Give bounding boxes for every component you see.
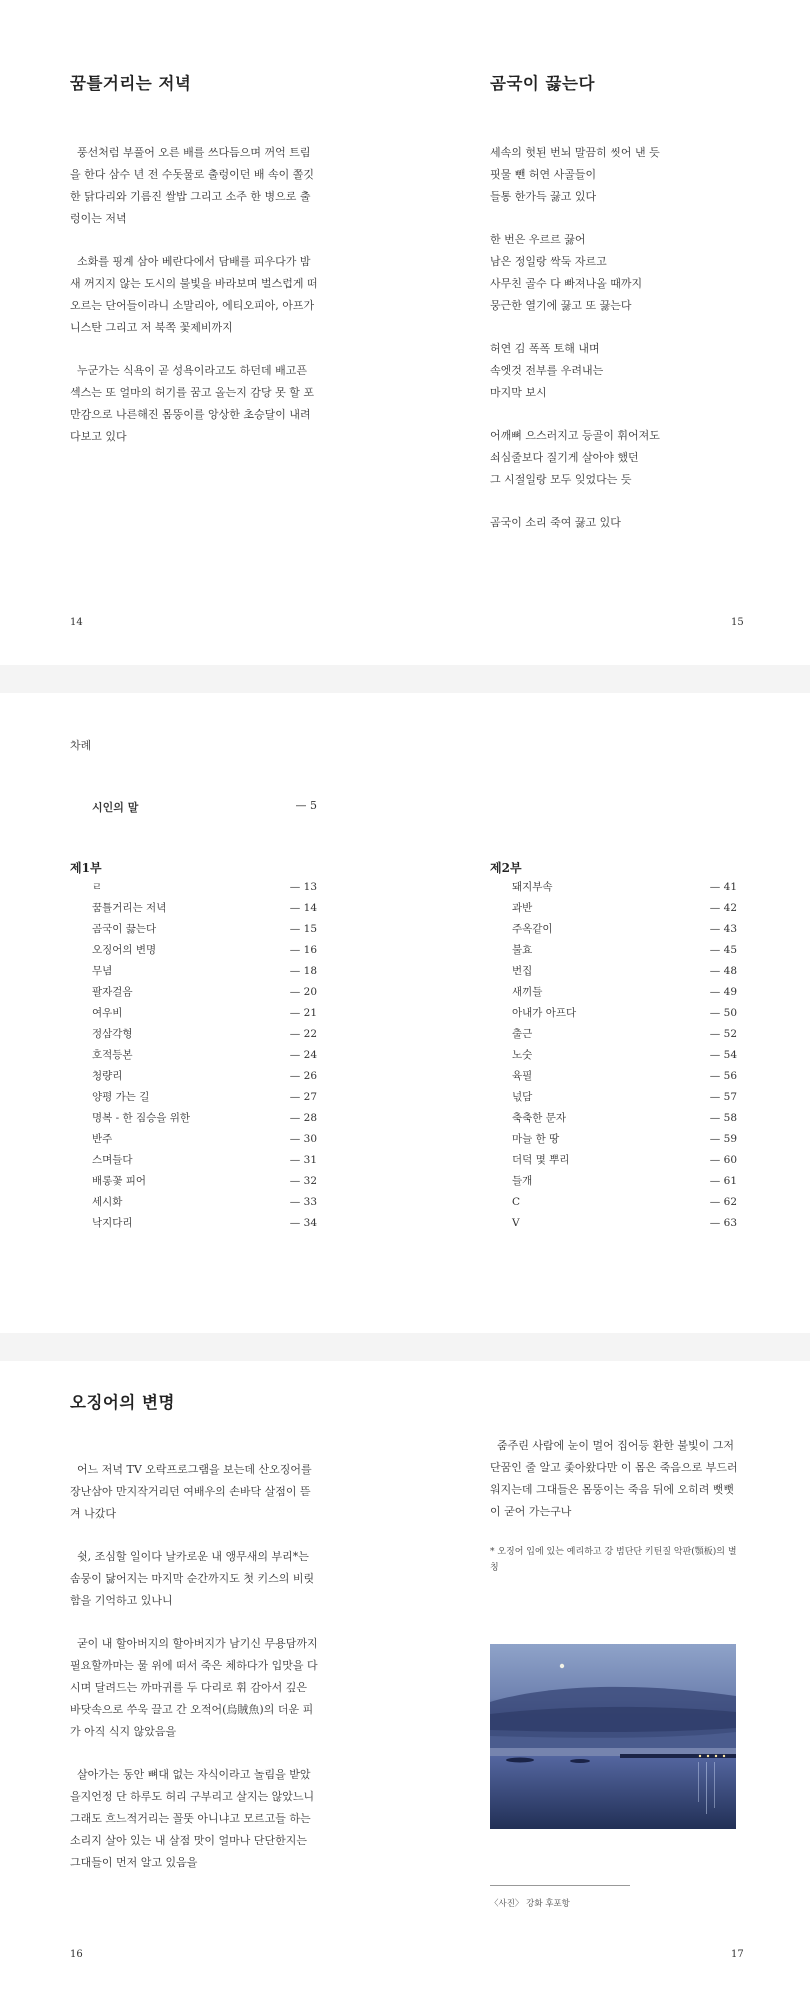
toc-entry[interactable] — [512, 1171, 737, 1192]
toc-entry[interactable] — [512, 1150, 737, 1171]
poem-paragraph: 쉿, 조심할 일이다 날카로운 내 앵무새의 부리*는 솜뭉이 닳어지는 마지막 순간까지도 첫 키스의 비릿함을 기억하고 있나니 — [70, 1550, 315, 1607]
toc-entry[interactable] — [92, 940, 317, 961]
toc-entry-title: 곰국이 끓는다 — [92, 923, 157, 935]
toc-entry[interactable] — [92, 1129, 317, 1150]
poem-paragraph: 누군가는 식욕이 곧 성욕이라고도 하던데 배고픈 섹스는 또 얼마의 허기를 꿈고 올는지 감당 못 할 포만감으로 나른해진 몸뚱이를 앙상한 초승달이 내려다보고 있다 — [70, 364, 314, 443]
toc-entry[interactable] — [512, 1108, 737, 1129]
toc-entry-title: 불효 — [512, 944, 533, 956]
poem-line: 속엣것 전부를 우려내는 — [490, 364, 604, 377]
toc-entry[interactable] — [512, 1045, 737, 1066]
poem-title: 곰국이 끓는다 — [490, 74, 595, 93]
toc-page-number: — 28 — [289, 1112, 317, 1124]
page-number: 16 — [70, 1949, 83, 1960]
toc-entry-title: 명복 - 한 짐승을 위한 — [92, 1112, 191, 1124]
toc-entry-title: 여우비 — [92, 1007, 123, 1019]
poem-title: 꿈틀거리는 저녁 — [70, 74, 192, 93]
poem-title: 오징어의 변명 — [70, 1393, 175, 1412]
toc-entry[interactable] — [512, 940, 737, 961]
toc-page-number: — 56 — [709, 1070, 737, 1082]
poem-line: 사무친 골수 다 빠져나올 때까지 — [490, 277, 643, 290]
toc-part1-list — [92, 877, 317, 1234]
toc-page-number: — 57 — [709, 1091, 737, 1103]
toc-entry[interactable] — [512, 898, 737, 919]
toc-entry[interactable] — [92, 1213, 317, 1234]
poem-left-page-16 — [70, 1389, 320, 1895]
toc-entry[interactable] — [512, 1213, 737, 1234]
toc-page-number: — 63 — [709, 1217, 737, 1229]
toc-entry[interactable] — [512, 1003, 737, 1024]
poem-line: 그 시절일랑 모두 잊었다는 듯 — [490, 473, 632, 486]
toc-entry-title: 들개 — [512, 1175, 533, 1187]
toc-heading: 차례 — [70, 739, 92, 752]
toc-entry-title: 주옥같이 — [512, 923, 553, 935]
spread-divider — [0, 665, 810, 693]
footnote: * 오징어 입에 있는 예리하고 강 범단단 키틴질 악판(顎板)의 별칭 — [490, 1547, 737, 1573]
photo-caption: 〈사진〉 강화 후포항 — [490, 1899, 570, 1909]
toc-entry-title: 무념 — [92, 965, 113, 977]
toc-page-number: — 62 — [709, 1196, 737, 1208]
toc-entry[interactable] — [512, 1024, 737, 1045]
toc-entry[interactable] — [92, 898, 317, 919]
toc-entry[interactable] — [92, 1045, 317, 1066]
caption-divider — [490, 1885, 630, 1886]
page-number: 14 — [70, 617, 83, 628]
toc-part2-list — [512, 877, 737, 1234]
poem-paragraph: 굳이 내 할아버지의 할아버지가 남기신 무용담까지 필요할까마는 물 위에 떠서 죽은 체하다가 입맛을 다시며 달려드는 까마귀를 두 다리로 휘 감아서 깊은 바닷속으로 쑤욱 끌고 간 오적어(烏賊魚)의 더운 피가 아직 식지 않았음을 — [70, 1637, 318, 1738]
toc-preface-row[interactable] — [92, 799, 317, 815]
toc-page-number: — 41 — [709, 881, 737, 893]
toc-entry[interactable] — [92, 1171, 317, 1192]
poem-paragraph: 어느 저녁 TV 오락프로그램을 보는데 산오징어를 장난삼아 만지작거리던 여배우의 손바닥 살점이 뜯겨 나갔다 — [70, 1463, 312, 1520]
toc-entry[interactable] — [92, 1024, 317, 1045]
toc-entry-title: 스며들다 — [92, 1154, 133, 1166]
toc-entry[interactable] — [92, 1066, 317, 1087]
toc-entry-title: 호적등본 — [92, 1049, 133, 1061]
toc-page-number: — 49 — [709, 986, 737, 998]
toc-entry-title: 넋담 — [512, 1091, 533, 1103]
stanza — [490, 338, 740, 404]
toc-entry-title: 양평 가는 길 — [92, 1091, 150, 1103]
toc-entry-title: 마늘 한 땅 — [512, 1133, 560, 1145]
toc-page-number: — 16 — [289, 944, 317, 956]
toc-page-number: — 27 — [289, 1091, 317, 1103]
toc-page-number: — 5 — [295, 799, 317, 812]
toc-entry[interactable] — [512, 961, 737, 982]
toc-entry-title: C — [512, 1196, 521, 1208]
toc-page-number: — 24 — [289, 1049, 317, 1061]
toc-page-number: — 54 — [709, 1049, 737, 1061]
toc-page-number: — 60 — [709, 1154, 737, 1166]
toc-page-number: — 20 — [289, 986, 317, 998]
toc-page-number: — 18 — [289, 965, 317, 977]
toc-entry[interactable] — [92, 961, 317, 982]
poem-line: 들통 한가득 끓고 있다 — [490, 190, 597, 203]
poem-paragraph: 줌주린 사람에 눈이 멀어 집어등 환한 불빛이 그저 단꿈인 줄 알고 좇아왔다만 이 몸은 죽음으로 부드러워지는데 그대들은 몸뚱이는 죽음 뒤에 오히려 뻣뻣이 굳어 가는구나 — [490, 1439, 738, 1518]
poem-paragraph: 살아가는 동안 뼈대 없는 자식이라고 놀림을 받았을지언정 단 하루도 허리 구부리고 살지는 않았느니 그래도 흐느적거리는 꼴뚯 아니냐고 모르고들 하는 소리지 살아 있는 내 살점 맛이 얼마나 단단한지는 그대들이 먼저 알고 있음을 — [70, 1768, 315, 1869]
toc-entry-title: 더덕 몇 뿌리 — [512, 1154, 570, 1166]
harbor-photo — [490, 1644, 736, 1829]
toc-entry-title: 정삼각형 — [92, 1028, 133, 1040]
toc-entry[interactable] — [512, 982, 737, 1003]
toc-entry-title: 출근 — [512, 1028, 533, 1040]
toc-page-number: — 31 — [289, 1154, 317, 1166]
toc-entry-title: 팔자걸음 — [92, 986, 133, 998]
toc-entry-title: 새끼들 — [512, 986, 543, 998]
toc-page-number: — 15 — [289, 923, 317, 935]
poem-line: 핏물 뺀 허연 사골들이 — [490, 168, 597, 181]
toc-page-number: — 42 — [709, 902, 737, 914]
poem-line: 어깨뼈 으스러지고 등골이 휘어져도 — [490, 429, 660, 442]
poem-line: 곰국이 소리 죽여 끓고 있다 — [490, 516, 621, 529]
poem-line: 마지막 보시 — [490, 386, 547, 399]
toc-page-number: — 48 — [709, 965, 737, 977]
poem-paragraph: 소화를 핑계 삼아 베란다에서 담배를 피우다가 밤새 꺼지지 않는 도시의 불빛을 바라보며 벌스럽게 떠오르는 단어들이라니 소말리아, 에티오피아, 아프가니스탄 그리고 저 북쪽 꽃제비까지 — [70, 255, 318, 334]
toc-preface-title: 시인의 말 — [92, 801, 139, 814]
poem-line: 한 번은 우르르 끓어 — [490, 233, 586, 246]
toc-page-number: — 33 — [289, 1196, 317, 1208]
toc-page-number: — 59 — [709, 1133, 737, 1145]
toc-page-number: — 43 — [709, 923, 737, 935]
toc-entry[interactable] — [92, 877, 317, 898]
toc-entry[interactable] — [92, 1108, 317, 1129]
toc-entry[interactable] — [512, 877, 737, 898]
toc-part1-title: 제1부 — [70, 861, 102, 875]
toc-page-number: — 45 — [709, 944, 737, 956]
toc-entry-title: 축축한 문자 — [512, 1112, 567, 1124]
stanza — [490, 229, 740, 317]
poem-left-page-14 — [70, 70, 320, 469]
toc-entry-title: ㄹ — [92, 881, 103, 893]
toc-page-number: — 13 — [289, 881, 317, 893]
poem-line: 쇠심줄보다 질기게 살아야 했던 — [490, 451, 639, 464]
toc-entry[interactable] — [92, 919, 317, 940]
toc-page-number: — 14 — [289, 902, 317, 914]
toc-entry[interactable] — [92, 982, 317, 1003]
page-number: 17 — [731, 1949, 744, 1960]
toc-entry[interactable] — [512, 1129, 737, 1150]
spread-pages-14-15 — [0, 0, 810, 665]
toc-page-number: — 34 — [289, 1217, 317, 1229]
toc-page-number: — 21 — [289, 1007, 317, 1019]
poem-right-page-15 — [490, 70, 740, 555]
stanza — [490, 512, 740, 534]
toc-page-number: — 32 — [289, 1175, 317, 1187]
toc-entry-title: 돼지부속 — [512, 881, 553, 893]
dusk-sea-photo-icon — [490, 1644, 736, 1829]
toc-page-number: — 58 — [709, 1112, 737, 1124]
toc-entry-title: 배롱꽃 피어 — [92, 1175, 147, 1187]
stanza — [490, 425, 740, 491]
toc-entry-title: 육필 — [512, 1070, 533, 1082]
toc-entry-title: 과반 — [512, 902, 533, 914]
spread-divider — [0, 1333, 810, 1361]
toc-page-number: — 22 — [289, 1028, 317, 1040]
toc-entry[interactable] — [92, 1150, 317, 1171]
toc-page-number: — 50 — [709, 1007, 737, 1019]
spread-pages-16-17 — [0, 1361, 810, 2000]
toc-entry-title: 노숫 — [512, 1049, 533, 1061]
poem-line: 뭉근한 열기에 끓고 또 끓는다 — [490, 299, 632, 312]
table-of-contents — [0, 693, 810, 1333]
poem-paragraph: 풍선처럼 부풀어 오른 배를 쓰다듬으며 꺼억 트림을 한다 삼수 년 전 수돗물로 출렁이던 배 속이 쫄깃한 닭다리와 기름진 쌀밥 그리고 소주 한 병으로 출렁이는 저녁 — [70, 146, 314, 225]
toc-entry-title: 반주 — [92, 1133, 113, 1145]
toc-entry[interactable] — [92, 1087, 317, 1108]
poem-line: 세속의 헛된 번뇌 말끔히 씻어 낸 듯 — [490, 146, 660, 159]
poem-line: 남은 정일랑 싹둑 자르고 — [490, 255, 607, 268]
toc-part2-title: 제2부 — [490, 861, 522, 875]
poem-line: 허연 김 폭폭 토해 내며 — [490, 342, 600, 355]
toc-entry[interactable] — [92, 1003, 317, 1024]
toc-page-number: — 30 — [289, 1133, 317, 1145]
toc-entry-title: 세시화 — [92, 1196, 123, 1208]
toc-entry[interactable] — [512, 1066, 737, 1087]
poem-right-page-17 — [490, 1435, 740, 1576]
toc-entry-title: 꿈틀거리는 저녁 — [92, 902, 167, 914]
toc-entry-title: 청량리 — [92, 1070, 123, 1082]
toc-page-number: — 52 — [709, 1028, 737, 1040]
toc-page-number: — 26 — [289, 1070, 317, 1082]
toc-entry[interactable] — [92, 1192, 317, 1213]
toc-entry[interactable] — [512, 919, 737, 940]
page-number: 15 — [731, 617, 744, 628]
toc-entry[interactable] — [512, 1192, 737, 1213]
toc-entry-title: 번집 — [512, 965, 533, 977]
toc-entry-title: 아내가 아프다 — [512, 1007, 577, 1019]
toc-entry[interactable] — [512, 1087, 737, 1108]
toc-page-number: — 61 — [709, 1175, 737, 1187]
toc-entry-title: V — [512, 1217, 520, 1229]
stanza — [490, 142, 740, 208]
toc-entry-title: 오징어의 변명 — [92, 944, 157, 956]
toc-entry-title: 낙지다리 — [92, 1217, 133, 1229]
